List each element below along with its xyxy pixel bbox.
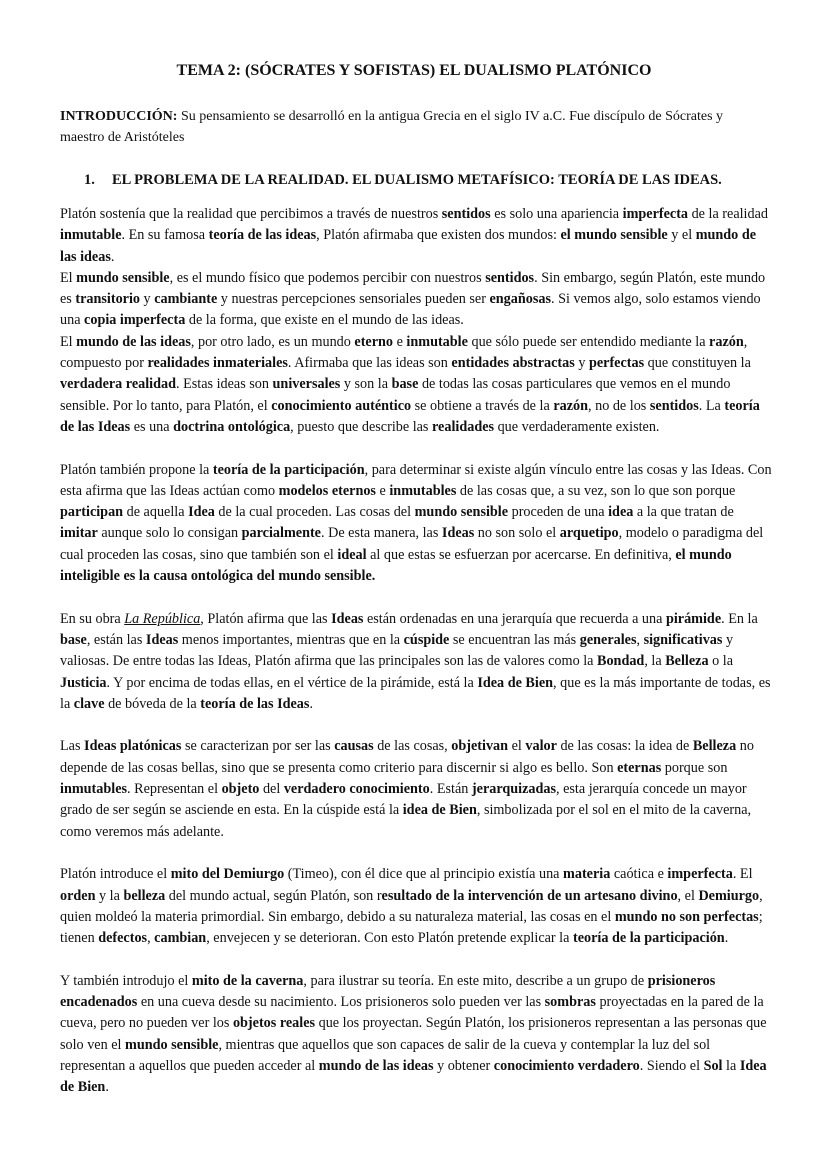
text-run: El — [60, 269, 77, 286]
text-run: e — [393, 333, 407, 350]
bold-text: objeto — [221, 781, 260, 798]
text-run: , esta jerarquía concede un mayor grado de ser según se asciende en esta. En la cúspide está la — [60, 781, 747, 819]
text-run: porque son — [661, 759, 728, 776]
book-title: La República — [124, 610, 201, 627]
bold-text: materia — [563, 866, 611, 883]
bold-text: mito de la caverna — [191, 972, 304, 989]
bold-text: mundo sensible — [414, 504, 509, 521]
bold-text: esultado de la intervención de un artesano divino — [381, 887, 678, 904]
bold-text: objetos reales — [232, 1015, 316, 1032]
bold-text: Belleza — [692, 738, 737, 755]
text-run: de la realidad — [688, 206, 768, 222]
bold-text: imperfecta — [667, 866, 733, 883]
bold-text: base — [60, 631, 87, 648]
bold-text: inmutable — [406, 333, 468, 350]
bold-text: mundo de las ideas — [60, 227, 757, 265]
bold-text: Ideas — [441, 525, 475, 542]
text-run: y nuestras percepciones sensoriales pueden ser — [217, 291, 490, 308]
text-run: de bóveda de la — [104, 695, 201, 712]
text-run: en una cueva desde su nacimiento. Los prisioneros solo pueden ver las — [137, 993, 545, 1010]
text-run: . En la — [721, 610, 758, 627]
text-run: aunque solo lo consigan — [97, 525, 242, 542]
text-run: el — [508, 738, 526, 755]
bold-text: orden — [60, 887, 96, 904]
bold-text: el mundo inteligible es la causa ontológica del mundo sensible. — [60, 546, 732, 585]
text-run: que los proyectan. Según Platón, los prisioneros representan a las personas que solo ven el — [60, 1015, 767, 1053]
intro-text: Su pensamiento se desarrolló en la antigua Grecia en el siglo IV a.C. Fue discípulo de Sócrates y maestro de Aristóteles — [60, 109, 724, 145]
section-heading — [84, 172, 722, 189]
text-run: están ordenadas en una jerarquía que recuerda a una — [363, 610, 666, 627]
bold-text: inmutables — [389, 482, 457, 499]
bold-text: clave — [73, 695, 105, 712]
text-run: . Y por encima de todas ellas, en el vértice de la pirámide, está la — [106, 674, 478, 691]
bold-text: Ideas — [331, 610, 364, 627]
bold-text: cambiante — [154, 291, 218, 308]
bold-text: mundo sensible — [76, 269, 170, 286]
paragraph — [60, 736, 772, 842]
text-run: . Siendo el — [639, 1057, 704, 1074]
bold-text: modelos eternos — [278, 482, 376, 499]
text-run: , mientras que aquellos que son capaces de salir de la cueva y contemplar la luz del sol representan a aquellos que pueden acceder al — [60, 1036, 711, 1074]
text-run: es solo una apariencia — [490, 206, 623, 222]
bold-text: mundo de las ideas — [76, 333, 191, 350]
text-run: , es el mundo físico que podemos percibir con nuestros — [169, 269, 486, 286]
text-run: . Estas ideas son — [176, 376, 273, 393]
text-run: . — [105, 1079, 109, 1096]
text-run: de las cosas que, a su vez, son lo que son porque — [456, 482, 736, 499]
introduction — [60, 106, 760, 148]
text-run: . — [724, 930, 729, 947]
text-run: de la cual proceden. Las cosas del — [214, 504, 415, 521]
text-run: del mundo actual, según Platón, son r — [165, 887, 382, 904]
text-run: proceden de una — [508, 504, 609, 521]
bold-text: arquetipo — [559, 525, 619, 542]
paragraph — [60, 204, 772, 268]
section-title: EL PROBLEMA DE LA REALIDAD. EL DUALISMO METAFÍSICO: TEORÍA DE LAS IDEAS. — [112, 172, 722, 188]
text-run: y — [140, 291, 155, 308]
bold-text: sentidos — [649, 397, 699, 414]
bold-text: eterno — [354, 333, 394, 350]
text-run: del — [259, 781, 284, 798]
bold-text: perfectas — [588, 355, 645, 372]
text-run: . La — [698, 397, 725, 414]
bold-text: universales — [272, 376, 341, 393]
text-run: que verdaderamente existen. — [494, 418, 660, 435]
bold-text: eternas — [617, 759, 662, 776]
text-run: a la que tratan de — [633, 504, 734, 521]
bold-text: teoría de las Ideas — [60, 397, 760, 435]
text-run: Las — [60, 738, 85, 755]
bold-text: idea de Bien — [402, 802, 477, 819]
text-run: El — [60, 333, 77, 350]
bold-text: razón — [709, 333, 744, 350]
bold-text: pirámide — [665, 610, 722, 627]
text-run: ; tienen — [60, 908, 763, 947]
bold-text: teoría de las ideas — [208, 227, 317, 244]
text-run: y son la — [340, 376, 392, 393]
bold-text: inmutable — [60, 227, 122, 244]
paragraph — [60, 460, 772, 588]
text-run: , la — [644, 653, 666, 670]
text-run: . — [110, 248, 115, 265]
text-run: y obtener — [433, 1057, 494, 1074]
text-run: . El — [732, 866, 753, 883]
bold-text: realidades inmateriales — [147, 355, 288, 372]
bold-text: Bondad — [597, 653, 645, 670]
bold-text: Belleza — [665, 653, 709, 670]
text-run: (Timeo), con él dice que al principio existía una — [284, 866, 564, 883]
bold-text: Ideas platónicas — [84, 738, 182, 755]
text-run: , envejecen y se deterioran. Con esto Platón pretende explicar la — [206, 930, 573, 947]
text-run: , Platón afirma que las — [200, 610, 332, 627]
bold-text: conocimiento auténtico — [271, 397, 412, 414]
paragraph — [60, 864, 772, 949]
text-run: o la — [708, 653, 733, 670]
text-run: se obtiene a través de la — [411, 397, 554, 414]
paragraph — [60, 971, 772, 1099]
text-run: Platón introduce el — [60, 866, 171, 883]
bold-text: sentidos — [485, 269, 535, 286]
paragraph — [60, 609, 772, 715]
text-run: . Si vemos algo, solo estamos viendo una — [60, 291, 761, 329]
bold-text: copia imperfecta — [84, 312, 186, 329]
text-run: que constituyen la — [644, 355, 751, 372]
text-run: . Sin embargo, según Platón, este mundo es — [60, 269, 766, 308]
bold-text: imitar — [60, 525, 98, 542]
text-run: de las cosas, — [373, 738, 452, 755]
bold-text: imperfecta — [622, 206, 689, 222]
bold-text: teoría de la participación — [572, 930, 725, 947]
intro-label: INTRODUCCIÓN: — [60, 109, 178, 124]
bold-text: base — [391, 376, 419, 393]
text-run: , compuesto por — [60, 333, 748, 372]
bold-text: Demiurgo — [698, 887, 760, 904]
bold-text: parcialmente — [241, 525, 321, 542]
text-run: , para determinar si existe algún vínculo entre las cosas y las Ideas. Con esta afirma que las Ideas actúan como — [60, 461, 772, 499]
text-run: , que es la más importante de todas, es la — [60, 674, 771, 712]
text-run: Platón sostenía que la realidad que percibimos a través de nuestros — [60, 206, 442, 222]
text-run: , para ilustrar su teoría. En este mito, describe a un grupo de — [303, 972, 648, 989]
paragraph — [60, 268, 772, 332]
text-run: , modelo o paradigma del cual proceden las cosas, sino que también son el — [60, 525, 764, 563]
section-number: 1. — [84, 172, 95, 188]
text-run: e — [375, 482, 390, 499]
text-run: , el — [677, 887, 699, 904]
text-run: y la — [95, 887, 124, 904]
text-run: la — [722, 1057, 740, 1074]
bold-text: Idea de Bien — [60, 1057, 767, 1096]
bold-text: Ideas — [145, 631, 179, 648]
text-run: . — [309, 695, 313, 712]
bold-text: defectos — [98, 930, 148, 947]
text-run: , — [147, 930, 155, 947]
text-run: , quien moldeó la materia primordial. Sin embargo, debido a su naturaleza material, las cosas en el — [60, 887, 763, 925]
bold-text: Justicia — [60, 674, 107, 691]
bold-text: significativas — [643, 631, 723, 648]
text-run: de todas las cosas particulares que vemos en el mundo sensible. Por lo tanto, para Platón, el — [60, 376, 731, 414]
text-run: . En su famosa — [121, 227, 209, 244]
bold-text: causas — [334, 738, 374, 755]
bold-text: conocimiento verdadero — [493, 1057, 640, 1074]
bold-text: verdadera realidad — [60, 376, 176, 393]
text-run: es una — [130, 418, 174, 435]
text-run: no son solo el — [474, 525, 560, 542]
bold-text: entidades abstractas — [451, 355, 575, 372]
bold-text: valor — [525, 738, 557, 755]
text-run: , están las — [86, 631, 146, 648]
bold-text: mundo no son perfectas — [614, 908, 759, 925]
bold-text: inmutables — [60, 781, 128, 798]
bold-text: prisioneros encadenados — [60, 972, 716, 1010]
text-run: se encuentran las más — [449, 631, 580, 648]
bold-text: generales — [579, 631, 637, 648]
bold-text: el mundo sensible — [560, 227, 668, 244]
bold-text: teoría de la participación — [212, 461, 365, 478]
text-run: , por otro lado, es un mundo — [190, 333, 355, 350]
paragraph — [60, 332, 772, 438]
bold-text: sentidos — [441, 206, 491, 222]
text-run: Y también introdujo el — [60, 972, 192, 989]
bold-text: realidades — [432, 418, 495, 435]
bold-text: Idea de Bien — [477, 674, 554, 691]
bold-text: mundo de las ideas — [318, 1057, 434, 1074]
text-run: de aquella — [123, 504, 189, 521]
text-run: de la forma, que existe en el mundo de las ideas. — [185, 312, 464, 329]
text-run: , Platón afirmaba que existen dos mundos: — [316, 227, 561, 244]
text-run: caótica e — [610, 866, 668, 883]
text-run: y — [574, 355, 589, 372]
bold-text: objetivan — [451, 738, 509, 755]
bold-text: participan — [60, 504, 124, 521]
bold-text: Idea — [188, 504, 215, 521]
bold-text: belleza — [123, 887, 166, 904]
bold-text: transitorio — [75, 291, 140, 308]
text-run: , — [636, 631, 644, 648]
bold-text: engañosas — [489, 291, 551, 308]
text-run: . Representan el — [127, 781, 222, 798]
text-run: En su obra — [60, 610, 125, 627]
bold-text: ideal — [337, 546, 367, 563]
bold-text: teoría de las Ideas — [200, 695, 310, 712]
bold-text: mundo sensible — [125, 1036, 219, 1053]
text-run: proyectadas en la pared de la cueva, pero no pueden ver los — [60, 993, 764, 1032]
text-run: . De esta manera, las — [320, 525, 442, 542]
bold-text: cúspide — [403, 631, 450, 648]
document-body — [60, 204, 772, 1098]
bold-text: jerarquizadas — [471, 781, 556, 798]
bold-text: idea — [608, 504, 634, 521]
bold-text: mito del Demiurgo — [170, 866, 285, 883]
text-run: , simbolizada por el sol en el mito de la caverna, como veremos más adelante. — [60, 802, 752, 840]
bold-text: cambian — [154, 930, 207, 947]
page-title: TEMA 2: (SÓCRATES Y SOFISTAS) EL DUALISMO PLATÓNICO — [176, 62, 652, 79]
bold-text: sombras — [544, 993, 596, 1010]
text-run: de las cosas: la idea de — [556, 738, 693, 755]
text-run: , no de los — [588, 397, 650, 414]
bold-text: verdadero conocimiento — [283, 781, 430, 798]
text-run: y el — [667, 227, 696, 244]
text-run: se caracterizan por ser las — [181, 738, 335, 755]
text-run: y valiosas. De entre todas las Ideas, Platón afirma que las principales son las de valores como la — [60, 631, 734, 670]
text-run: , puesto que describe las — [290, 418, 433, 435]
bold-text: Sol — [703, 1057, 723, 1074]
bold-text: doctrina ontológica — [173, 418, 291, 435]
text-run: Platón también propone la — [60, 461, 213, 478]
text-run: . Afirmaba que las ideas son — [287, 355, 452, 372]
text-run: no depende de las cosas bellas, sino que se presenta como criterio para discernir si algo es bello. Son — [60, 738, 754, 776]
text-run: al que estas se esfuerzan por acercarse. En definitiva, — [366, 546, 676, 563]
text-run: menos importantes, mientras que en la — [178, 631, 404, 648]
text-run: . Están — [429, 781, 472, 798]
text-run: que sólo puede ser entendido mediante la — [467, 333, 710, 350]
bold-text: razón — [553, 397, 588, 414]
